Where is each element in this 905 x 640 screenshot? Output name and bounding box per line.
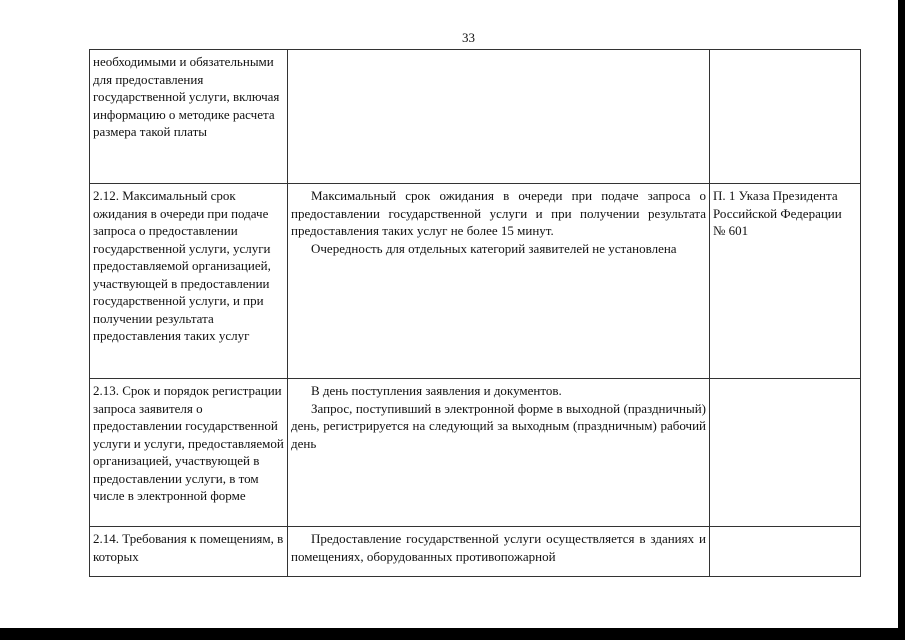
basis-text: П. 1 Указа Президента Российской Федерации № 601 [713, 188, 842, 238]
item-cell [90, 379, 288, 527]
description-paragraph: Очередность для отдельных категорий заявителей не установлена [311, 240, 677, 256]
table-row [90, 184, 861, 379]
item-cell [90, 184, 288, 379]
description-cell [288, 184, 710, 379]
description-paragraph: В день поступления заявления и документов. [311, 383, 562, 398]
table-row [90, 379, 861, 527]
table-row [90, 527, 861, 577]
description-paragraph: Запрос, поступивший в электронной форме в выходной (праздничный) день, регистрируется на следующий за выходным (праздничным) рабочий день [291, 400, 706, 451]
page-number: 33 [462, 30, 475, 45]
table-row [90, 50, 861, 184]
description-cell [288, 527, 710, 577]
item-text: необходимыми и обязательными для предоставления государственной услуги, включая информацию о методике расчета размера такой платы [93, 54, 280, 139]
item-text: 2.13. Срок и порядок регистрации запроса заявителя о предоставлении государственной услуги и услуги, предоставляемой организацией, участвующей в предоставлении услуги, в том числе в электронной форме [93, 383, 284, 503]
basis-cell [710, 50, 861, 184]
item-text: 2.14. Требования к помещениям, в которых [93, 531, 284, 564]
description-cell [288, 50, 710, 184]
basis-cell [710, 184, 861, 379]
item-cell [90, 50, 288, 184]
scan-border-right [898, 0, 905, 640]
item-cell [90, 527, 288, 577]
regulation-table [89, 49, 861, 577]
basis-cell [710, 379, 861, 527]
description-paragraph: Максимальный срок ожидания в очереди при подаче запроса о предоставлении государственной услуги и при получении результата предоставления таких услуг не более 15 минут. [291, 188, 706, 238]
scan-border-bottom [0, 628, 905, 640]
item-text: 2.12. Максимальный срок ожидания в очереди при подаче запроса о предоставлении государственной услуги, услуги предоставляемой организацией, участвующей в предоставлении государственной услуги, и при получении результата предоставления таких услуг [93, 188, 271, 343]
description-paragraph: Предоставление государственной услуги осуществляется в зданиях и помещениях, оборудованных противопожарной [291, 531, 706, 564]
basis-cell [710, 527, 861, 577]
description-cell [288, 379, 710, 527]
